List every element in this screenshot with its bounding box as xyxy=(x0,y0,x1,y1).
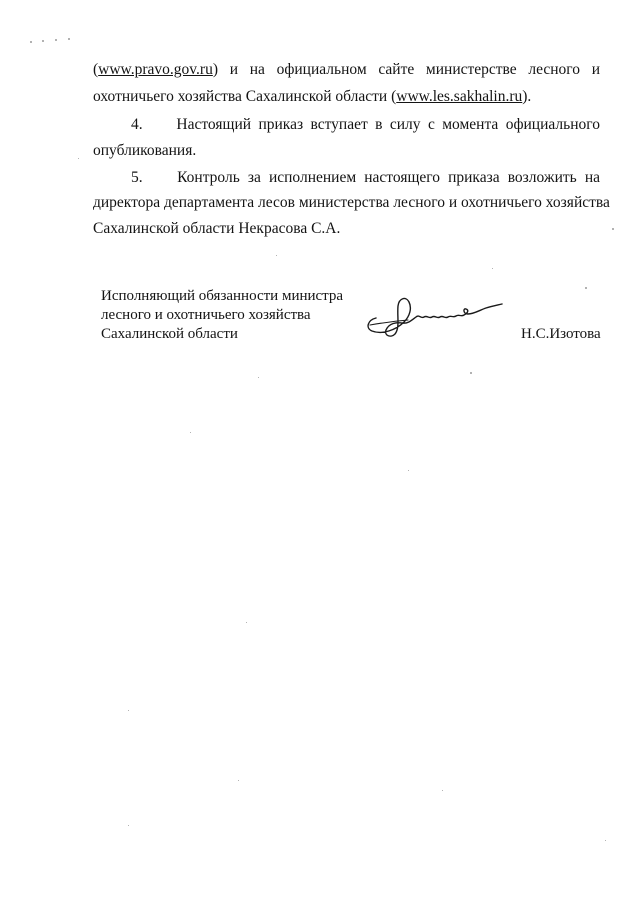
continuation-line-1 xyxy=(93,60,600,79)
position-line-1: Исполняющий обязанности министра xyxy=(101,288,344,304)
handwritten-signature xyxy=(362,290,507,340)
item-4-line-1 xyxy=(131,115,600,134)
scan-speck xyxy=(442,790,443,791)
scan-speck xyxy=(68,38,70,40)
continuation-text-2: охотничьего хозяйства Сахалинской области xyxy=(93,88,388,105)
continuation-text-1: и на официальном сайте министерстве лесного и xyxy=(229,61,600,78)
item-5-line-3 xyxy=(93,219,340,238)
scan-speck xyxy=(30,41,32,43)
item-5-number: 5. xyxy=(131,169,143,186)
scan-speck xyxy=(246,622,247,623)
item-5-line-2 xyxy=(93,193,610,212)
position-line-3: Сахалинской области xyxy=(101,326,238,342)
continuation-line-2 xyxy=(93,87,531,106)
scan-speck xyxy=(470,372,472,374)
pravo-link[interactable]: www.pravo.gov.ru xyxy=(98,61,213,78)
item-4-text-1: Настоящий приказ вступает в силу с момента официального xyxy=(176,116,600,133)
scan-speck xyxy=(128,825,129,826)
scan-speck xyxy=(238,780,239,781)
scan-speck xyxy=(612,228,614,230)
scan-speck xyxy=(258,377,259,378)
item-5-text-2: директора департамента лесов министерства лесного и охотничьего хозяйства xyxy=(93,194,610,211)
open-paren: ( xyxy=(93,61,99,78)
item-4-line-2 xyxy=(93,141,196,160)
open-paren-2: ( xyxy=(391,88,397,105)
item-5-text-1: Контроль за исполнением настоящего приказа возложить на xyxy=(177,169,600,186)
signature-stroke xyxy=(368,299,502,337)
position-line-2: лесного и охотничьего хозяйства xyxy=(101,307,311,323)
close-paren: ) xyxy=(212,61,218,78)
signatory-position xyxy=(101,287,343,344)
item-4-text-2: опубликования. xyxy=(93,142,197,159)
scan-speck xyxy=(128,710,129,711)
scan-speck xyxy=(276,255,277,256)
scan-speck xyxy=(78,158,79,159)
scan-speck xyxy=(492,268,493,269)
scan-speck xyxy=(55,39,57,41)
les-sakhalin-link[interactable]: www.les.sakhalin.ru xyxy=(396,88,523,105)
scan-speck xyxy=(408,470,409,471)
item-5-line-1 xyxy=(131,168,600,187)
scan-speck xyxy=(42,40,44,42)
scan-speck xyxy=(190,432,191,433)
signer-name-text: Н.С.Изотова xyxy=(521,326,601,342)
item-4-number: 4. xyxy=(131,116,143,133)
close-paren-2: ). xyxy=(522,88,532,105)
scan-speck xyxy=(585,287,587,289)
item-5-text-3: Сахалинской области Некрасова С.А. xyxy=(93,220,341,237)
scan-speck xyxy=(605,840,606,841)
signer-name xyxy=(521,325,601,344)
